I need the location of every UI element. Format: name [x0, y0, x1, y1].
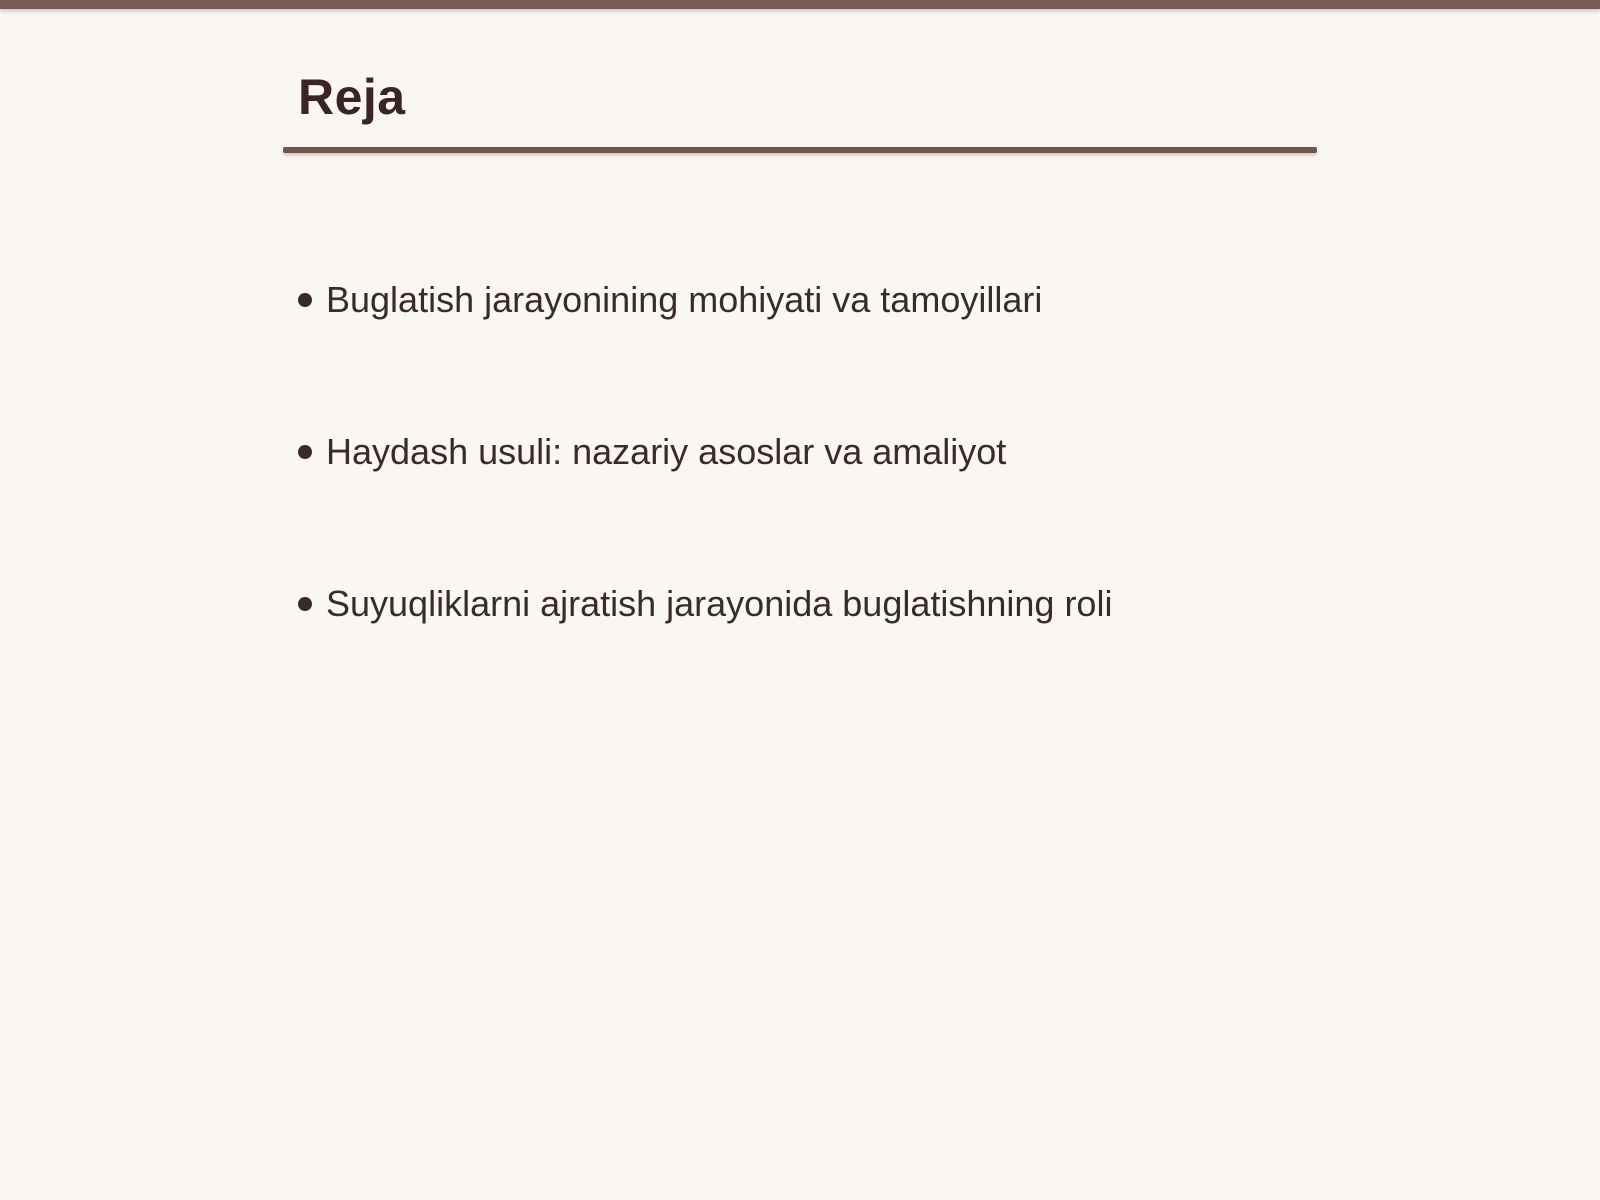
bullet-icon: [298, 293, 312, 307]
slide-title: Reja: [298, 69, 406, 125]
bullet-text: Buglatish jarayonining mohiyati va tamoyillari: [326, 279, 1043, 320]
bullet-text: Suyuqliklarni ajratish jarayonida buglatishning roli: [326, 583, 1113, 624]
title-underline: [283, 147, 1317, 153]
bullet-item: [298, 432, 1112, 472]
bullet-text: Haydash usuli: nazariy asoslar va amaliyot: [326, 431, 1007, 472]
bullet-icon: [298, 597, 312, 611]
bullet-list: [298, 280, 1112, 736]
bullet-item: [298, 584, 1112, 624]
bullet-item: [298, 280, 1112, 320]
bullet-icon: [298, 445, 312, 459]
